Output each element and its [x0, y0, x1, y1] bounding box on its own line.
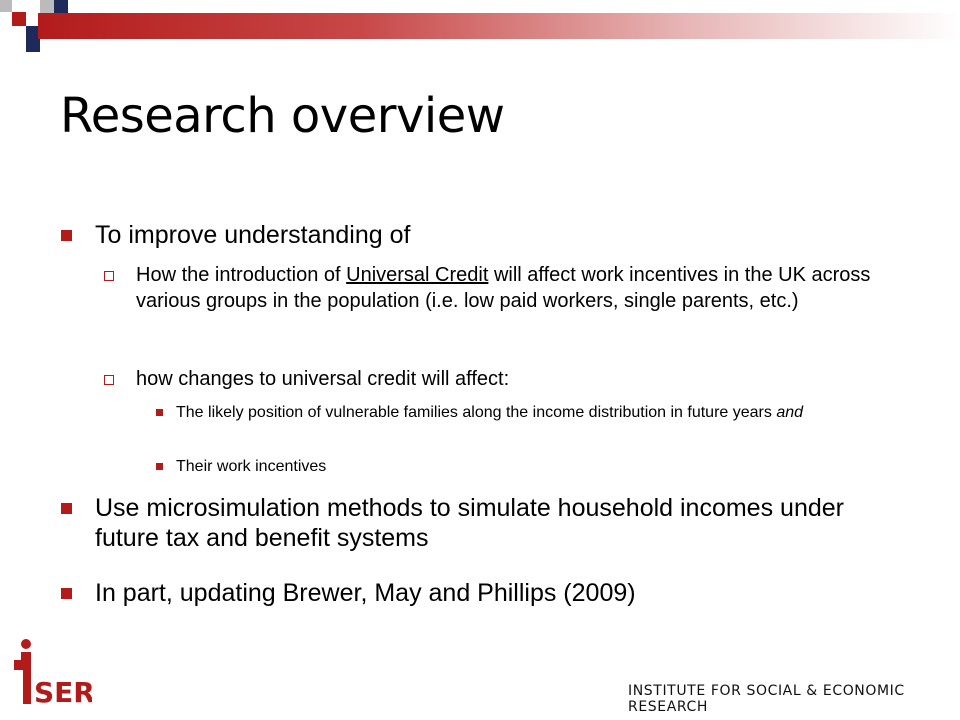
- square-bullet-icon: [61, 503, 72, 514]
- sub-bullet-text: how changes to universal credit will affect:: [136, 368, 510, 390]
- slide-title: Research overview: [60, 88, 505, 144]
- corner-square-navy-2: [54, 0, 68, 13]
- institute-name: INSTITUTE FOR SOCIAL & ECONOMIC RESEARCH: [628, 683, 905, 715]
- iser-logo: [12, 636, 92, 708]
- bullet-text: In part, updating Brewer, May and Phillips (2009): [95, 579, 636, 607]
- corner-square-grey-2: [40, 0, 54, 13]
- sub-bullet-text-post: will affect work incentives in the UK across various groups in the population (i.e. low paid workers, single parents, etc.): [136, 264, 871, 312]
- small-square-bullet-icon: [156, 409, 163, 416]
- bullet-microsimulation: [95, 493, 895, 553]
- sub-bullet-changes: [136, 366, 916, 392]
- sub-sub-bullet-text: Their work incentives: [176, 458, 327, 475]
- bullet-improve-understanding: [95, 220, 895, 250]
- small-square-bullet-icon: [156, 463, 163, 470]
- sub-bullet-text-pre: How the introduction of: [136, 264, 347, 286]
- square-bullet-icon: [61, 230, 72, 241]
- bullet-text: Use microsimulation methods to simulate household incomes under future tax and benefit systems: [95, 494, 844, 552]
- hollow-square-bullet-icon: [104, 271, 114, 281]
- corner-square-red: [12, 12, 26, 26]
- sub-bullet-universal-credit: [136, 262, 916, 314]
- bullet-text: To improve understanding of: [95, 221, 411, 249]
- bullet-updating: [95, 578, 895, 608]
- square-bullet-icon: [61, 588, 72, 599]
- sub-sub-bullet-incentives: [176, 456, 896, 478]
- sub-sub-bullet-text: The likely position of vulnerable families along the income distribution in future years: [176, 404, 777, 421]
- iser-logo-icon: [12, 636, 92, 708]
- sub-sub-bullet-position: [176, 402, 896, 424]
- corner-square-grey: [0, 0, 12, 12]
- corner-square-grey-3: [26, 40, 40, 52]
- sub-sub-bullet-italic: and: [776, 404, 804, 421]
- universal-credit-link[interactable]: Universal Credit: [346, 264, 489, 286]
- hollow-square-bullet-icon: [104, 375, 114, 385]
- header-gradient-bar: [38, 13, 960, 39]
- logo-wordmark: SER: [34, 676, 92, 708]
